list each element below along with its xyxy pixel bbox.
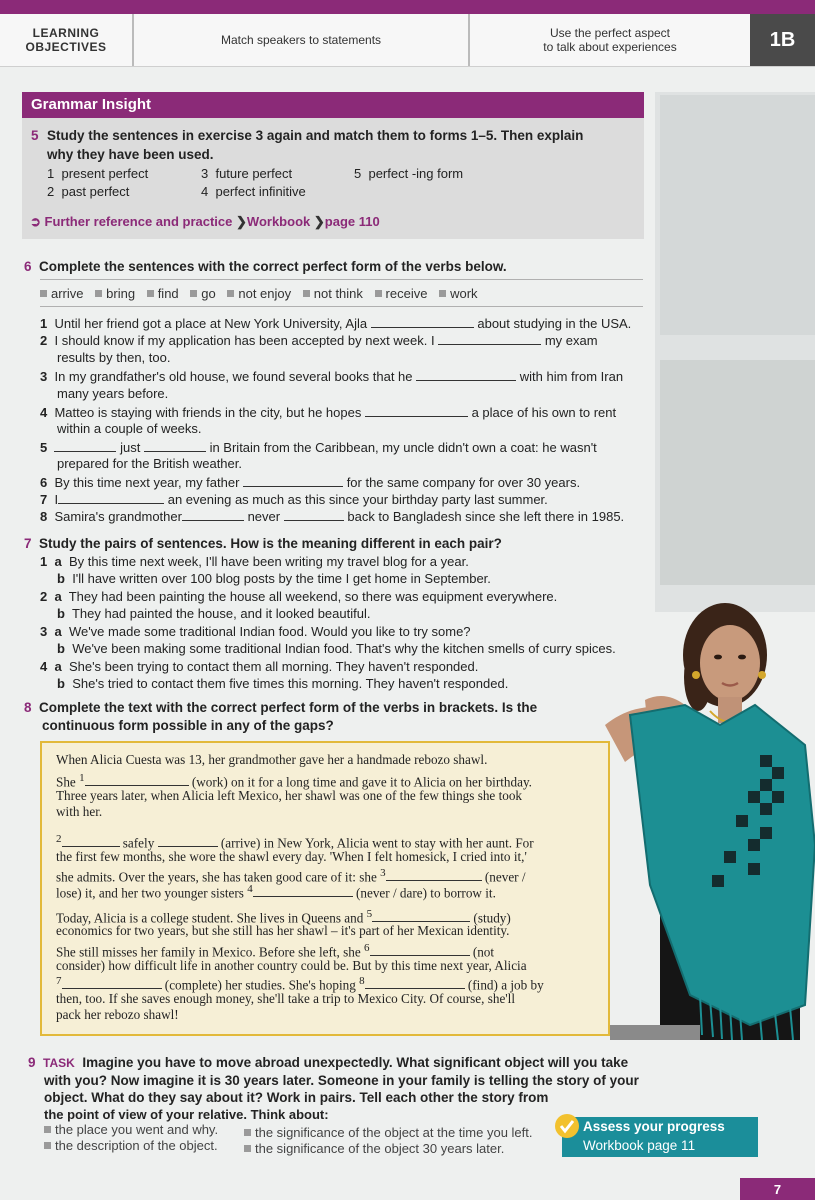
ex7-pair-3a: 3 a We've made some traditional Indian food. Would you like to try some?: [40, 624, 471, 639]
ex9-bullet: [44, 1122, 218, 1138]
answer-blank[interactable]: [243, 475, 343, 487]
objective-2-line2: to talk about experiences: [543, 40, 677, 54]
gap-number: 6: [364, 942, 370, 954]
exercise-8-heading: [24, 699, 537, 716]
item-num: 6: [40, 475, 48, 490]
gap-number: 8: [359, 975, 365, 987]
story-text: safely: [122, 835, 155, 851]
page-header: [0, 14, 815, 67]
lo-line2: OBJECTIVES: [25, 40, 107, 54]
story-text: (never / dare) to borrow it.: [355, 885, 496, 901]
ex7-pair-3b: b We've been making some traditional Indian food. That's why the kitchen smells of curry spices.: [57, 641, 616, 656]
story-line: Three years later, when Alicia left Mexico, her shawl was one of the few things she took: [56, 788, 523, 803]
ex7-pair-1b: b I'll have written over 100 blog posts by the time I get home in September.: [57, 571, 491, 586]
item-text: Matteo is staying with friends in the city, but he hopes: [54, 405, 362, 420]
form-num: 2: [47, 184, 55, 199]
story-line: the first few months, she wore the shawl every day. 'When I felt homesick, I cried into it,': [56, 849, 527, 864]
ex7-pair-4a: 4 a She's been trying to contact them all morning. They haven't responded.: [40, 659, 479, 674]
ex9-line: object. What do they say about it? Work in pairs. Tell each other the story from: [44, 1090, 549, 1105]
further-reference-link[interactable]: [30, 214, 380, 230]
exercise-5-number: [31, 127, 39, 144]
item-text: Until her friend got a place at New York University, Ajla: [54, 316, 368, 331]
objective-2: [470, 14, 750, 66]
answer-blank[interactable]: [371, 316, 474, 328]
woman-with-shawl-photo: [590, 585, 815, 1040]
ex6-item-7: [40, 492, 548, 508]
objective-2-line1: Use the perfect aspect: [549, 26, 671, 40]
gap-blank[interactable]: [85, 774, 189, 786]
ex7-pair-4b: b She's tried to contact them five times this morning. They haven't responded.: [57, 676, 509, 691]
form-label: perfect infinitive: [215, 184, 306, 199]
item-text: about studying in the USA.: [477, 316, 632, 331]
ex7-instruction: Study the pairs of sentences. How is the meaning different in each pair?: [39, 536, 502, 551]
form-num: 3: [201, 166, 209, 181]
task-label: TASK: [43, 1056, 75, 1070]
gap-blank[interactable]: [372, 910, 470, 922]
lo-line1: LEARNING: [32, 26, 100, 40]
gap-blank[interactable]: [158, 835, 218, 847]
pair-num: 1: [40, 554, 48, 569]
item-num: 4: [40, 405, 48, 420]
item-num: 5: [40, 440, 48, 455]
gap-blank[interactable]: [370, 944, 470, 956]
story-text: Today, Alicia is a college student. She lives in Queens and: [56, 910, 364, 926]
story-line: with her.: [56, 804, 103, 819]
form-label: present perfect: [61, 166, 149, 181]
grammar-insight-title: Grammar Insight: [22, 92, 644, 118]
form-item: [201, 166, 292, 181]
item-text-cont: within a couple of weeks.: [57, 421, 202, 436]
gap-number: 4: [247, 883, 253, 895]
ex6-item-3: [40, 369, 623, 385]
exercise-6-heading: [24, 258, 507, 275]
form-label: past perfect: [61, 184, 130, 199]
story-text: She: [56, 774, 76, 790]
word-item: find: [157, 286, 179, 301]
top-color-bar: [0, 0, 815, 14]
further-reference-text: Further reference and practice: [44, 214, 233, 229]
page-number: 7: [740, 1178, 815, 1200]
item-num: 2: [40, 333, 48, 348]
gap-number: 3: [380, 867, 386, 879]
answer-blank[interactable]: [365, 405, 468, 417]
exercise-5-instruction-1: Study the sentences in exercise 3 again and match them to forms 1–5. Then explain: [47, 128, 584, 143]
gap-number: 1: [79, 772, 85, 784]
item-num: 1: [40, 316, 48, 331]
story-text: she admits. Over the years, she has taken good care of it: she: [56, 869, 377, 885]
item-num: 7: [40, 492, 48, 507]
item-num: 8: [40, 509, 48, 524]
ex8-num: 8: [24, 700, 32, 715]
ex7-pair-2a: 2 a They had been painting the house all weekend, so there was equipment everywhere.: [40, 589, 558, 604]
gap-number: 7: [56, 975, 62, 987]
ex9-num: 9: [28, 1055, 36, 1070]
arrow-circle-icon: ➲: [30, 214, 41, 229]
item-text: I should know if my application has been accepted by next week. I: [54, 333, 435, 348]
pair-num: 3: [40, 624, 48, 639]
item-text: my exam: [544, 333, 598, 348]
story-text: (study): [473, 910, 511, 926]
objective-1: Match speakers to statements: [134, 14, 470, 66]
pair-text: By this time next week, I'll have been writing my travel blog for a year.: [68, 554, 469, 569]
word-item: bring: [106, 286, 136, 301]
answer-blank[interactable]: [54, 440, 116, 452]
item-text: never: [247, 509, 281, 524]
story-text: (complete) her studies. She's hoping: [164, 977, 356, 993]
assess-progress-box[interactable]: [562, 1117, 758, 1157]
item-text: By this time next year, my father: [54, 475, 240, 490]
form-item: [201, 184, 306, 199]
item-text: Samira's grandmother: [54, 509, 182, 524]
bullet-text: the place you went and why.: [55, 1122, 219, 1137]
pair-text: We've made some traditional Indian food. Would you like to try some?: [68, 624, 471, 639]
ex6-num: 6: [24, 259, 32, 274]
item-text: In my grandfather's old house, we found several books that he: [54, 369, 413, 384]
answer-blank[interactable]: [438, 333, 541, 345]
exercise-7-heading: [24, 535, 502, 552]
unit-badge: 1B: [750, 14, 815, 66]
checkmark-circle-icon: [554, 1113, 580, 1139]
gap-number: 5: [366, 908, 373, 920]
gap-blank[interactable]: [62, 977, 162, 989]
pair-num: 4: [40, 659, 48, 674]
word-box-top-rule: [40, 279, 643, 280]
gap-blank[interactable]: [253, 885, 353, 897]
pair-text: I'll have written over 100 blog posts by the time I get home in September.: [72, 571, 491, 586]
pair-num: 2: [40, 589, 48, 604]
ex6-item-2: [40, 333, 598, 349]
gap-blank[interactable]: [62, 835, 120, 847]
story-text: (not: [472, 944, 495, 960]
ex5-num: 5: [31, 128, 39, 143]
answer-blank[interactable]: [144, 440, 206, 452]
form-num: 1: [47, 166, 55, 181]
ex7-pair-1a: 1 a By this time next week, I'll have been writing my travel blog for a year.: [40, 554, 469, 569]
item-text: with him from Iran: [519, 369, 624, 384]
item-text: for the same company for over 30 years.: [346, 475, 581, 490]
item-num: 3: [40, 369, 48, 384]
ex6-item-5: [40, 440, 597, 456]
form-item: [47, 166, 148, 181]
word-box-bottom-rule: [40, 306, 643, 307]
word-item: work: [450, 286, 478, 301]
ex6-item-1: [40, 316, 631, 332]
ex9-line: with you? Now imagine it is 30 years later. Someone in your family is telling the story of your: [44, 1073, 639, 1088]
answer-blank[interactable]: [284, 509, 344, 521]
gap-number: 2: [56, 833, 62, 845]
pair-text: She's tried to contact them five times this morning. They haven't responded.: [72, 676, 509, 691]
workbook-text: Workbook: [246, 214, 311, 229]
pair-text: They had been painting the house all weekend, so there was equipment everywhere.: [68, 589, 558, 604]
exercise-9-heading: [28, 1054, 628, 1072]
answer-blank[interactable]: [182, 509, 244, 521]
pair-text: She's been trying to contact them all morning. They haven't responded.: [68, 659, 479, 674]
pair-text: We've been making some traditional Indian food. That's why the kitchen smells of curry spices.: [72, 641, 616, 656]
ex8-instruction-1: Complete the text with the correct perfect form of the verbs in brackets. Is the: [39, 700, 538, 715]
ex6-instruction: Complete the sentences with the correct perfect form of the verbs below.: [39, 259, 507, 274]
ex6-item-4: [40, 405, 616, 421]
gap-blank[interactable]: [365, 977, 465, 989]
ex9-bullet: [44, 1138, 218, 1154]
chevron-right-icon: ❯: [313, 214, 325, 229]
story-line: then, too. If she saves enough money, she'll take a trip to Mexico City. Of course, she'll: [56, 991, 516, 1006]
story-text: (arrive) in New York, Alicia went to stay with her aunt. For: [220, 835, 534, 851]
story-line: [56, 880, 496, 902]
ex6-item-8: [40, 509, 624, 525]
word-item: not think: [313, 286, 363, 301]
story-text: (work) on it for a long time and gave it to Alicia on her birthday.: [191, 774, 532, 790]
story-text: (never /: [484, 869, 526, 885]
assess-line1: Assess your progress: [583, 1119, 725, 1134]
pair-text: They had painted the house, and it looked beautiful.: [71, 606, 371, 621]
exercise-5-instruction-2: why they have been used.: [47, 147, 214, 162]
ex9-line: Imagine you have to move abroad unexpectedly. What significant object will you take: [82, 1055, 629, 1070]
answer-blank[interactable]: [416, 369, 516, 381]
word-item: not enjoy: [238, 286, 292, 301]
ex6-item-6: [40, 475, 580, 491]
ex9-line: the point of view of your relative. Think about:: [44, 1107, 329, 1122]
ex8-instruction-2: continuous form possible in any of the gaps?: [42, 718, 334, 733]
story-text: She still misses her family in Mexico. Before she left, she: [56, 944, 361, 960]
form-item: [354, 166, 463, 181]
answer-blank[interactable]: [58, 492, 164, 504]
form-label: perfect -ing form: [368, 166, 464, 181]
story-line: pack her rebozo shawl!: [56, 1007, 179, 1022]
ex9-bullet: [244, 1141, 504, 1157]
item-text: I: [54, 492, 59, 507]
word-box: [36, 286, 482, 302]
story-text: lose) it, and her two younger sisters: [56, 885, 244, 901]
bullet-text: the significance of the object at the time you left.: [255, 1125, 533, 1140]
chevron-right-icon: ❯: [236, 214, 247, 229]
story-line: consider) how difficult life in another country could be. But by this time next year, Alicia: [56, 958, 527, 973]
item-text: a place of his own to rent: [471, 405, 617, 420]
bleed-photo-top: [660, 95, 815, 335]
form-num: 4: [201, 184, 209, 199]
word-item: receive: [385, 286, 428, 301]
page-ref-text: page 110: [324, 214, 380, 229]
item-text: an evening as much as this since your birthday party last summer.: [167, 492, 548, 507]
bullet-text: the description of the object.: [55, 1138, 218, 1153]
form-num: 5: [354, 166, 362, 181]
story-line: When Alicia Cuesta was 13, her grandmother gave her a handmade rebozo shawl.: [56, 752, 488, 767]
story-line: economics for two years, but she still has her shawl – it's part of her Mexican identity.: [56, 923, 510, 938]
story-text: (find) a job by: [467, 977, 544, 993]
ex7-pair-2b: b They had painted the house, and it looked beautiful.: [57, 606, 371, 621]
bullet-text: the significance of the object 30 years later.: [255, 1141, 505, 1156]
form-label: future perfect: [215, 166, 293, 181]
learning-objectives-label: [0, 14, 134, 66]
item-text: just: [120, 440, 141, 455]
word-item: go: [201, 286, 216, 301]
ex9-bullet: [244, 1125, 533, 1141]
item-text: in Britain from the Caribbean, my uncle didn't own a coat: he wasn't: [209, 440, 597, 455]
word-item: arrive: [51, 286, 84, 301]
ex7-num: 7: [24, 536, 32, 551]
item-text-cont: prepared for the British weather.: [57, 456, 242, 471]
assess-line2: Workbook page 11: [583, 1138, 696, 1153]
item-text-cont: results by then, too.: [57, 350, 171, 365]
item-text: back to Bangladesh since she left there in 1985.: [347, 509, 625, 524]
form-item: [47, 184, 129, 199]
bleed-photo-bottom: [660, 360, 815, 585]
item-text-cont: many years before.: [57, 386, 169, 401]
